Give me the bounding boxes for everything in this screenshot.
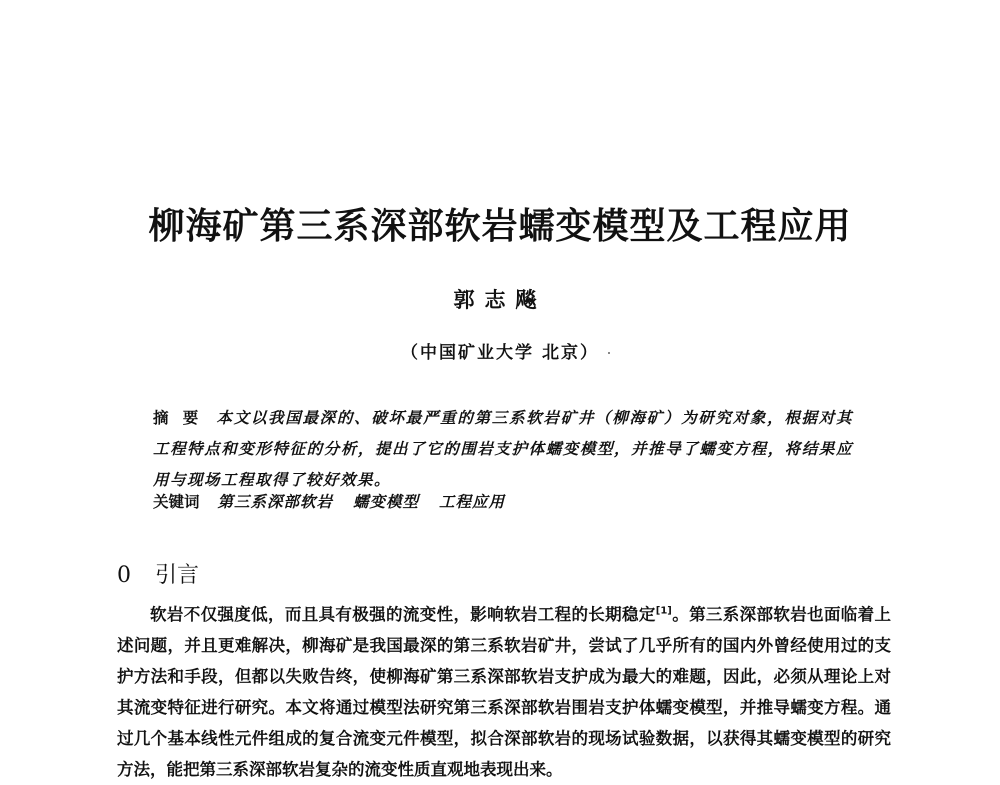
paper-title: 柳海矿第三系深部软岩蠕变模型及工程应用 xyxy=(148,205,852,247)
keyword-item: 第三系深部软岩 xyxy=(217,492,334,511)
section-heading xyxy=(117,558,199,589)
abstract-label: 摘要 xyxy=(153,408,213,427)
citation-ref[interactable]: [1] xyxy=(655,605,672,617)
author-name: 郭志飚 xyxy=(453,287,547,312)
scan-dot-mark xyxy=(608,352,610,354)
author-affiliation: （中国矿业大学 北京） xyxy=(401,343,599,363)
section-number: 0 xyxy=(117,563,131,588)
body-paragraph xyxy=(117,599,891,785)
abstract-text: 本文以我国最深的、破坏最严重的第三系软岩矿井（柳海矿）为研究对象，根据对其工程特点和变形特征的分析，提出了它的围岩支护体蠕变模型，并推导了蠕变方程，将结果应用与现场工程取得了较好效果。 xyxy=(153,408,853,489)
keyword-item: 蠕变模型 xyxy=(353,492,420,511)
keywords-label: 关键词 xyxy=(153,492,200,511)
body-text-part1: 软岩不仅强度低，而且具有极强的流变性，影响软岩工程的长期稳定 xyxy=(150,605,656,624)
keywords xyxy=(153,488,853,516)
section-title: 引言 xyxy=(155,563,200,588)
keyword-item: 工程应用 xyxy=(439,492,506,511)
body-text-part2: 。第三系深部软岩也面临着上述问题，并且更难解决，柳海矿是我国最深的第三系软岩矿井，尝试了几乎所有的国内外曾经使用过的支护方法和手段，但都以失败告终，使柳海矿第三系深部软岩支护成为最大的难题，因此，必须从理论上对其流变特征进行研究。本文将通过模型法研究第三系深部软岩围岩支护体蠕变模型，并推导蠕变方程。通过几个基本线性元件组成的复合流变元件模型，拟合深部软岩的现场试验数据，以获得其蠕变模型的研究方法，能把第三系深部软岩复杂的流变性质直观地表现出来。 xyxy=(117,605,892,779)
abstract xyxy=(153,402,853,495)
